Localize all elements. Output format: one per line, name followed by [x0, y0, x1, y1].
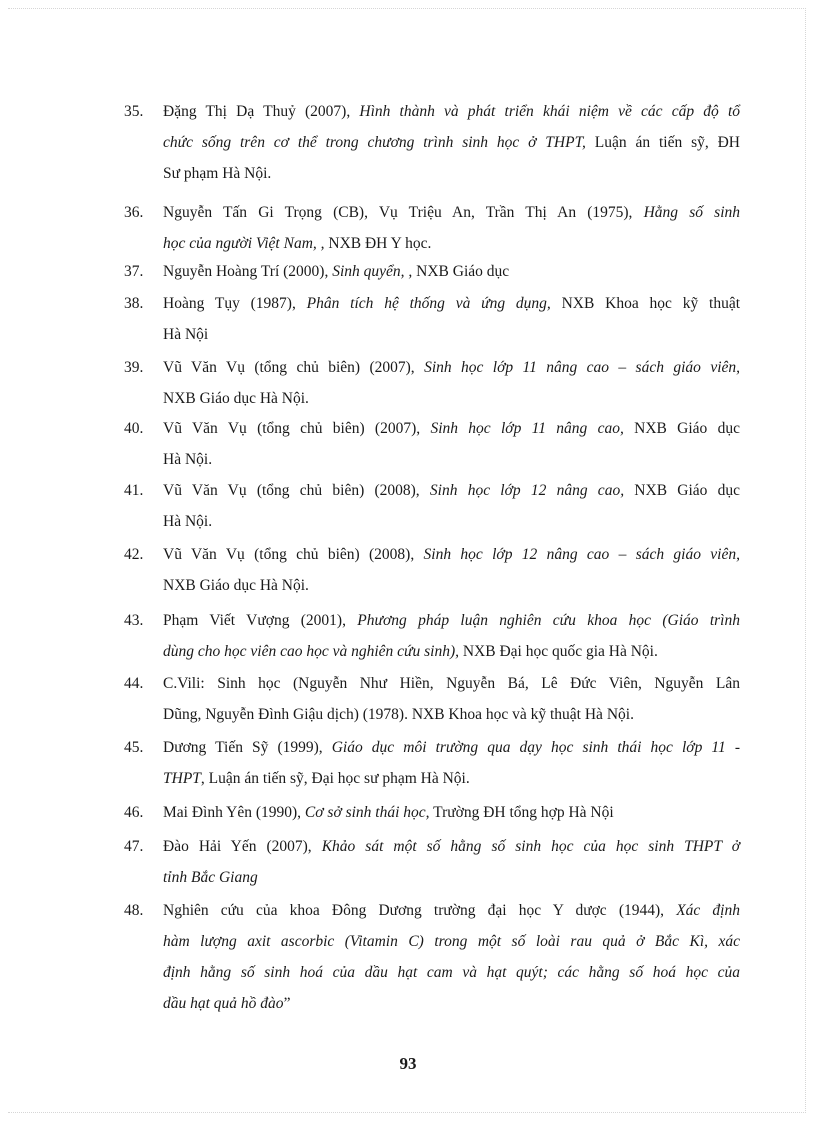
reference-line	[163, 606, 740, 636]
reference-number: 36.	[124, 204, 144, 221]
reference-text: NXB Giáo dục	[624, 482, 740, 499]
reference-text: Nghiên cứu của khoa Đông Dương trường đại học Y dược (1944),	[163, 902, 677, 919]
reference-title-text: Hình thành và phát triển khái niệm về các cấp độ tổ	[359, 103, 740, 120]
reference-title-text: Khảo sát một số hằng số sinh học của học sinh THPT ở	[321, 838, 740, 855]
reference-line	[163, 445, 740, 475]
reference-line	[163, 289, 740, 319]
reference-text: NXB Đại học quốc gia Hà Nội.	[458, 643, 658, 660]
reference-text: ”	[283, 995, 291, 1012]
reference-line	[163, 97, 740, 127]
reference-line	[163, 476, 740, 506]
reference-text: Dương Tiến Sỹ (1999),	[163, 739, 332, 756]
reference-number: 41.	[124, 482, 144, 499]
reference-title-text: định hằng số sinh hoá của dầu hạt cam và hạt quýt; các hằng số hoá học của	[163, 964, 740, 981]
reference-title-text: THPT	[163, 770, 201, 787]
reference-text: Vũ Văn Vụ (tổng chủ biên) (2007),	[163, 420, 431, 437]
reference-line	[163, 384, 740, 414]
reference-text: NXB ĐH Y học.	[324, 235, 432, 252]
reference-line	[163, 540, 740, 570]
reference-title-text: hàm lượng axit ascorbic (Vitamin C) trong một số loài rau quả ở Bắc Kì, xác	[163, 933, 740, 950]
reference-text: Đặng Thị Dạ Thuỷ (2007),	[163, 103, 360, 120]
reference-text: Hà Nội.	[163, 513, 213, 530]
reference-line	[163, 798, 740, 828]
reference-title-text: Xác định	[676, 902, 740, 919]
reference-title-text: Sinh học lớp 11 nâng cao,	[430, 420, 624, 437]
reference-title-text: Hằng số sinh	[643, 204, 740, 221]
reference-number: 35.	[124, 103, 144, 120]
reference-title-text: học của người Việt Nam, ,	[163, 235, 325, 252]
reference-text: Vũ Văn Vụ (tổng chủ biên) (2008),	[163, 482, 430, 499]
reference-title-text: Phương pháp luận nghiên cứu khoa học (Giáo trình	[357, 612, 740, 629]
reference-title-text: Giáo dục môi trường qua dạy học sinh thái học lớp 11 -	[331, 739, 740, 756]
reference-text: NXB Giáo dục Hà Nội.	[163, 390, 309, 407]
page-number: 93	[399, 1054, 417, 1073]
reference-text: NXB Giáo dục	[412, 263, 510, 280]
reference-title-text: Sinh học lớp 11 nâng cao – sách giáo viên,	[424, 359, 741, 376]
reference-text: Hà Nội.	[163, 451, 213, 468]
reference-text: NXB Giáo dục Hà Nội.	[163, 577, 309, 594]
reference-text: Trường ĐH tổng hợp Hà Nội	[429, 804, 614, 821]
reference-line	[163, 571, 740, 601]
reference-number: 43.	[124, 612, 144, 629]
reference-line	[163, 353, 740, 383]
reference-title-text: chức sống trên cơ thể trong chương trình sinh học ở THPT,	[163, 134, 586, 151]
reference-line	[163, 863, 740, 893]
reference-line	[163, 989, 740, 1019]
reference-title-text: Cơ sở sinh thái học,	[304, 804, 430, 821]
reference-line	[163, 733, 740, 763]
reference-line	[163, 896, 740, 926]
reference-text: Sư phạm Hà Nội.	[163, 165, 272, 182]
reference-line	[163, 414, 740, 444]
reference-number: 47.	[124, 838, 144, 855]
reference-number: 37.	[124, 263, 144, 280]
reference-number: 45.	[124, 739, 144, 756]
reference-text: NXB Giáo dục	[623, 420, 740, 437]
reference-text: C.Vili: Sinh học (Nguyễn Như Hiền, Nguyễn Bá, Lê Đức Viên, Nguyễn Lân	[163, 675, 740, 692]
reference-text: Hoàng Tụy (1987),	[163, 295, 307, 312]
reference-number: 40.	[124, 420, 144, 437]
reference-line	[163, 669, 740, 699]
reference-line	[163, 637, 740, 667]
reference-number: 44.	[124, 675, 144, 692]
reference-text: Dũng, Nguyễn Đình Giậu dịch) (1978). NXB Khoa học và kỹ thuật Hà Nội.	[163, 706, 634, 723]
reference-title-text: Sinh quyển, ,	[332, 263, 413, 280]
reference-text: NXB Khoa học kỹ thuật	[550, 295, 741, 312]
reference-line	[163, 128, 740, 158]
reference-title-text: Sinh học lớp 12 nâng cao – sách giáo viên,	[423, 546, 740, 563]
reference-number: 39.	[124, 359, 144, 376]
reference-title-text: dùng cho học viên cao học và nghiên cứu sinh),	[163, 643, 459, 660]
reference-text: Nguyễn Tấn Gi Trọng (CB), Vụ Triệu An, Trần Thị An (1975),	[163, 204, 644, 221]
reference-title-text: dầu hạt quả hồ đào	[163, 995, 284, 1012]
reference-line	[163, 320, 740, 350]
reference-line	[163, 159, 740, 189]
reference-line	[163, 927, 740, 957]
reference-text: Hà Nội	[163, 326, 209, 343]
reference-line	[163, 507, 740, 537]
reference-number: 48.	[124, 902, 144, 919]
reference-line	[163, 229, 740, 259]
reference-number: 42.	[124, 546, 144, 563]
reference-text: Phạm Viết Vượng (2001),	[163, 612, 358, 629]
reference-text: Luận án tiến sỹ, ĐH	[585, 134, 740, 151]
reference-text: Vũ Văn Vụ (tổng chủ biên) (2008),	[163, 546, 424, 563]
reference-number: 38.	[124, 295, 144, 312]
reference-line	[163, 198, 740, 228]
reference-line	[163, 832, 740, 862]
reference-text: Vũ Văn Vụ (tổng chủ biên) (2007),	[163, 359, 425, 376]
reference-line	[163, 700, 740, 730]
reference-line	[163, 764, 740, 794]
reference-text: Nguyễn Hoàng Trí (2000),	[163, 263, 333, 280]
reference-text: Mai Đình Yên (1990),	[163, 804, 305, 821]
reference-text: , Luận án tiến sỹ, Đại học sư phạm Hà Nội.	[200, 770, 470, 787]
reference-title-text: Sinh học lớp 12 nâng cao,	[429, 482, 625, 499]
reference-title-text: Phân tích hệ thống và ứng dụng,	[306, 295, 551, 312]
reference-line	[163, 257, 740, 287]
reference-number: 46.	[124, 804, 144, 821]
reference-line	[163, 958, 740, 988]
reference-text: Đào Hải Yến (2007),	[163, 838, 322, 855]
reference-title-text: tỉnh Bắc Giang	[163, 869, 258, 886]
